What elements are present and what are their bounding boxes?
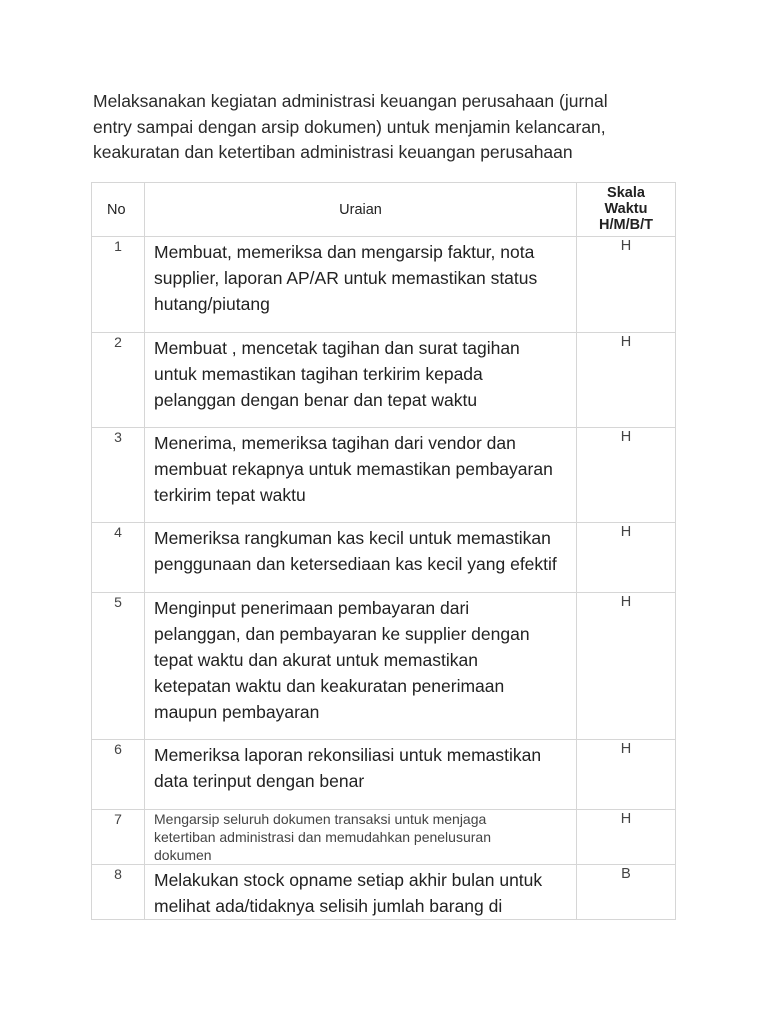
row-description — [145, 523, 577, 593]
desc-line: Memeriksa rangkuman kas kecil untuk memastikan — [154, 528, 551, 548]
header-uraian: Uraian — [145, 183, 577, 237]
header-no: No — [92, 183, 145, 237]
desc-line: penggunaan dan ketersediaan kas kecil yang efektif — [154, 554, 557, 574]
desc-line: pelanggan, dan pembayaran ke supplier dengan — [154, 624, 530, 644]
row-scale: H — [577, 237, 676, 333]
intro-line: entry sampai dengan arsip dokumen) untuk menjamin kelancaran, — [93, 116, 606, 137]
desc-line: maupun pembayaran — [154, 702, 320, 722]
header-skala-waktu — [577, 183, 676, 237]
desc-line: untuk memastikan tagihan terkirim kepada — [154, 364, 483, 384]
desc-line: Melakukan stock opname setiap akhir bulan untuk — [154, 870, 543, 890]
intro-line: keakuratan dan ketertiban administrasi keuangan perusahaan — [93, 142, 573, 162]
table-row — [92, 593, 676, 740]
desc-line: melihat ada/tidaknya selisih jumlah barang di — [154, 896, 503, 916]
row-scale: H — [577, 333, 676, 428]
desc-line: dokumen — [154, 847, 212, 863]
table-row — [92, 333, 676, 428]
table-row — [92, 237, 676, 333]
desc-line: Menerima, memeriksa tagihan dari vendor dan — [154, 433, 516, 453]
row-number: 6 — [92, 740, 145, 810]
row-scale: H — [577, 593, 676, 740]
desc-line: ketertiban administrasi dan memudahkan penelusuran — [154, 829, 491, 845]
row-number: 4 — [92, 523, 145, 593]
table-header-row — [92, 183, 676, 237]
desc-line: Memeriksa laporan rekonsiliasi untuk memastikan — [154, 745, 542, 765]
desc-line: Mengarsip seluruh dokumen transaksi untuk menjaga — [154, 811, 487, 827]
header-skala-line: Waktu — [604, 201, 648, 217]
row-scale: H — [577, 740, 676, 810]
table-row — [92, 810, 676, 865]
row-number: 1 — [92, 237, 145, 333]
table-row — [92, 523, 676, 593]
row-description — [145, 865, 577, 920]
duty-table — [91, 182, 676, 920]
row-description — [145, 810, 577, 865]
row-number: 7 — [92, 810, 145, 865]
desc-line: Membuat, memeriksa dan mengarsip faktur, nota — [154, 242, 535, 262]
desc-line: pelanggan dengan benar dan tepat waktu — [154, 390, 478, 410]
row-scale: H — [577, 428, 676, 523]
table-row — [92, 865, 676, 920]
desc-line: terkirim tepat waktu — [154, 485, 306, 505]
desc-line: Membuat , mencetak tagihan dan surat tagihan — [154, 338, 520, 358]
row-scale: B — [577, 865, 676, 920]
header-skala-line: Skala — [607, 185, 645, 201]
row-description — [145, 593, 577, 740]
table-row — [92, 740, 676, 810]
row-scale: H — [577, 810, 676, 865]
desc-line: data terinput dengan benar — [154, 771, 365, 791]
desc-line: tepat waktu dan akurat untuk memastikan — [154, 650, 478, 670]
desc-line: membuat rekapnya untuk memastikan pembayaran — [154, 459, 553, 479]
row-description — [145, 237, 577, 333]
row-number: 8 — [92, 865, 145, 920]
row-number: 3 — [92, 428, 145, 523]
intro-paragraph — [93, 89, 693, 166]
row-description — [145, 740, 577, 810]
header-skala-line: H/M/B/T — [599, 217, 653, 233]
desc-line: ketepatan waktu dan keakuratan penerimaan — [154, 676, 505, 696]
row-scale: H — [577, 523, 676, 593]
row-number: 5 — [92, 593, 145, 740]
desc-line: hutang/piutang — [154, 294, 270, 314]
row-description — [145, 333, 577, 428]
table-row — [92, 428, 676, 523]
row-description — [145, 428, 577, 523]
row-number: 2 — [92, 333, 145, 428]
desc-line: supplier, laporan AP/AR untuk memastikan status — [154, 268, 538, 288]
desc-line: Menginput penerimaan pembayaran dari — [154, 598, 470, 618]
intro-line: Melaksanakan kegiatan administrasi keuangan perusahaan (jurnal — [93, 91, 608, 111]
